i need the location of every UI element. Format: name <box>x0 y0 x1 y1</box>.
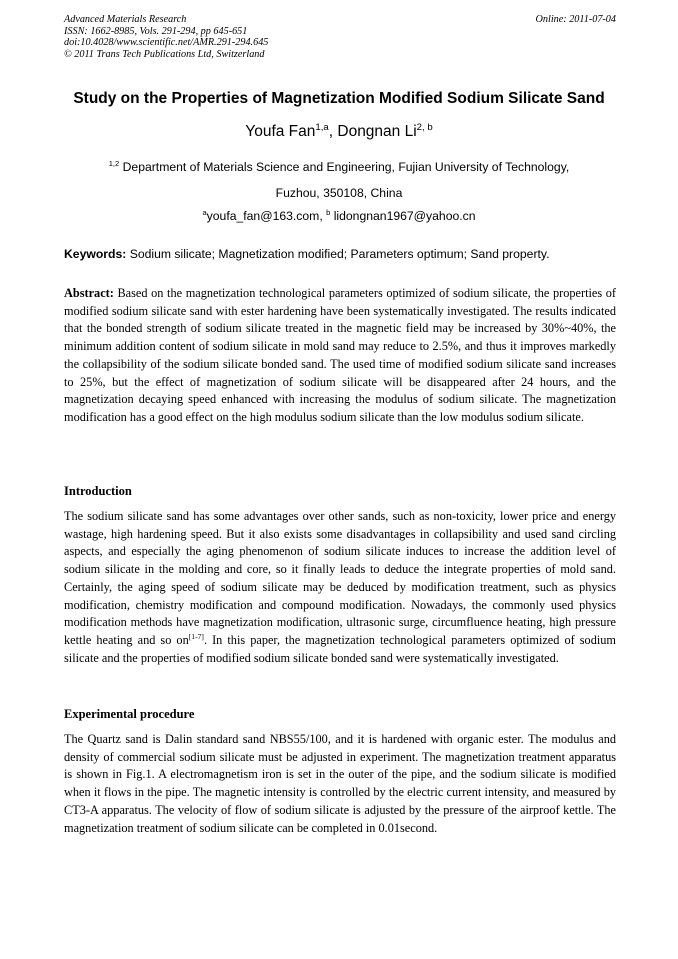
affiliation-text: Department of Materials Science and Engineering, Fujian University of Technology, <box>122 160 570 174</box>
author-name: Dongnan Li <box>337 123 417 140</box>
email-marker: b <box>326 207 331 217</box>
online-date: Online: 2011-07-04 <box>535 14 616 25</box>
introduction-text <box>64 508 616 667</box>
abstract-text: Based on the magnetization technological parameters optimized of sodium silicate, the properties of modified sodium silicate sand with ester hardening have been systematically investigated. The results indicated that the bonded strength of sodium silicate treated in the magnetic field may be increased by 30%~40%, the minimum addition content of sodium silicate in mold sand may reduce to 2.5%, and thus it improves markedly the collapsibility of the sodium silicate bonded sand. The used time of modified sodium silicate sand increases to 25%, but the effect of magnetization of sodium silicate will be disappeared after 24 hours, and the magnetization decaying speed enhanced with increasing the modulus of sodium silicate. The magnetization modification has a good effect on the high modulus sodium silicate than the low modulus sodium silicate. <box>64 286 617 424</box>
abstract <box>64 285 616 427</box>
author-affiliation-marker: 1,a <box>315 121 329 133</box>
author-line <box>40 123 638 141</box>
author-separator: , <box>328 123 338 140</box>
doi-line: doi:10.4028/www.scientific.net/AMR.291-294.645 <box>64 37 269 49</box>
copyright-line: © 2011 Trans Tech Publications Ltd, Switzerland <box>64 48 265 60</box>
affiliation-city: Fuzhou, 350108, China <box>275 186 403 200</box>
issn-line: ISSN: 1662-8985, Vols. 291-294, pp 645-651 <box>64 25 248 37</box>
affiliation-line <box>40 160 638 174</box>
experimental-text: The Quartz sand is Dalin standard sand NBS55/100, and it is hardened with organic ester. The modulus and density of commercial sodium silicate must be adjusted in experiment. The magnetization treatment apparatus is shown in Fig.1. A electromagnetism iron is set in the outer of the pipe, and the sodium silicate is modified when it flows in the pipe. The magnetic intensity is controlled by the electric current intensity, and measured by CT3-A apparatus. The velocity of flow of sodium silicate is adjusted by the pressure of the airproof kettle. The magnetization treatment of sodium silicate can be completed in 0.01second. <box>64 732 616 835</box>
keywords-label: Keywords: <box>64 247 127 261</box>
abstract-label: Abstract: <box>64 286 114 300</box>
citation-marker: [1-7] <box>188 631 204 641</box>
section-heading-experimental: Experimental procedure <box>64 707 195 721</box>
email-line <box>40 209 638 223</box>
keywords-text: Sodium silicate; Magnetization modified; Parameters optimum; Sand property. <box>129 247 550 261</box>
affiliation-marker: 1,2 <box>108 158 120 168</box>
journal-header <box>64 14 616 60</box>
author-name: Youfa Fan <box>245 123 316 140</box>
author-affiliation-marker: 2, b <box>416 121 433 133</box>
email-address: youfa_fan@163.com, <box>206 209 323 223</box>
introduction-body-end: . In this paper, the magnetization technological parameters optimized of sodium silicate and the properties of modified sodium silicate bonded sand were systematically investigated. <box>64 632 616 665</box>
paper-title: Study on the Properties of Magnetization Modified Sodium Silicate Sand <box>73 90 605 107</box>
journal-name: Advanced Materials Research <box>64 14 187 25</box>
introduction-body: The sodium silicate sand has some advantages over other sands, such as non-toxicity, lower price and energy wastage, high hardening speed. But it also exists some disadvantages in collapsibility and used sand circling aspects, and especially the aging phenomenon of sodium silicate induces to increase the addition level of sodium silicate in the molding and core, so it finally leads to deduce the integrate properties of mold sand. Certainly, the aging speed of sodium silicate may be deduced by modification treatment, such as physics modification, chemistry modification and compound modification. Nowadays, the commonly used physics modification methods have magnetization modification, ultrasonic surge, circumfluence heating, high pressure kettle heating and so on <box>64 509 616 647</box>
section-heading-introduction: Introduction <box>64 484 132 498</box>
email-marker: a <box>202 207 207 217</box>
keywords <box>64 247 616 261</box>
email-address: lidongnan1967@yahoo.cn <box>333 209 476 223</box>
